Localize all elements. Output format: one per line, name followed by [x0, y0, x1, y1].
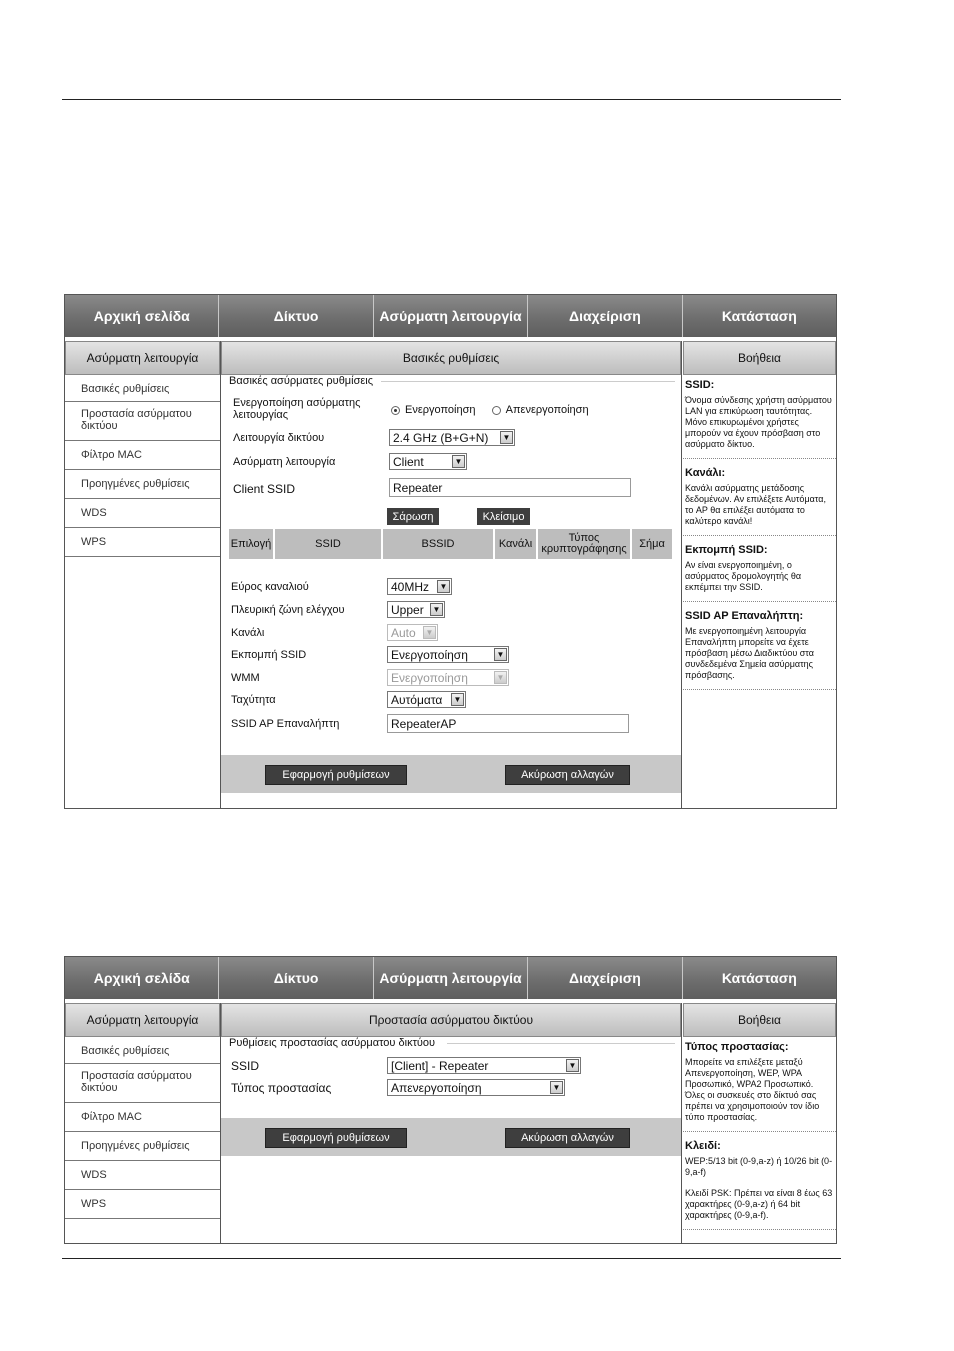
help-body: Με ενεργοποιημένη λειτουργία Επαναλήπτη μπορείτε να έχετε πρόσβαση μέσω Διαδικτύου στα συνδεδεμένα Σημεία ασύρματης πρόσβασης.: [685, 626, 814, 680]
action-footer: [221, 1118, 681, 1156]
help-body: Αν είναι ενεργοποιημένη, ο ασύρματος δρομολογητής θα εκπέμπει την SSID.: [685, 560, 802, 592]
sidebar-header: Ασύρματη λειτουργία: [65, 1003, 220, 1037]
th-encryption: Τύπος κρυπτογράφησης: [538, 529, 630, 559]
fieldset-border: [381, 381, 675, 382]
client-ssid-label: Client SSID: [233, 482, 296, 496]
channel-select[interactable]: [387, 624, 438, 641]
nav-tab-management[interactable]: Διαχείριση: [528, 295, 682, 337]
security-type-value: Απενεργοποίηση: [391, 1081, 482, 1095]
sidebar-item-wps[interactable]: WPS: [65, 528, 220, 557]
help-title: Κλειδί:: [685, 1140, 721, 1152]
fieldset-border: [447, 1043, 675, 1044]
wmm-select[interactable]: [387, 669, 509, 686]
main-content: [221, 1003, 682, 1243]
cancel-changes-button[interactable]: Ακύρωση αλλαγών: [505, 1128, 630, 1148]
sidebar-header: Ασύρματη λειτουργία: [65, 341, 220, 375]
help-title: Κανάλι:: [685, 467, 726, 479]
main-header: Βασικές ρυθμίσεις: [221, 341, 681, 375]
nav-tab-status[interactable]: Κατάσταση: [721, 970, 797, 986]
speed-value: Αυτόματα: [391, 693, 443, 707]
apply-settings-button[interactable]: Εφαρμογή ρυθμίσεων: [265, 1128, 407, 1148]
th-bssid: BSSID: [383, 529, 493, 559]
router-screen-security: [64, 956, 837, 1244]
help-section: [683, 602, 836, 690]
repeater-ssid-input[interactable]: RepeaterAP: [387, 714, 629, 733]
enable-off-radio[interactable]: [492, 406, 501, 415]
nav-tab-status[interactable]: Κατάσταση: [721, 308, 797, 324]
help-body: Μπορείτε να επιλέξετε μεταξύ Απενεργοποίηση, WEP, WPA Προσωπικό, WPA2 Προσωπικό. Όλες οι συσκευές στο δίκτυό σας πρέπει να χρησιμοποιούν τον ίδιο τύπο προστασίας.: [685, 1057, 820, 1122]
help-panel: [683, 1003, 836, 1243]
sidebar-item-wds[interactable]: WDS: [65, 499, 220, 528]
top-navigation: [65, 295, 836, 337]
enable-on-radio[interactable]: [391, 406, 400, 415]
chevron-down-icon: ▼: [550, 1081, 563, 1094]
sideband-select[interactable]: [387, 601, 445, 618]
ssid-select[interactable]: [387, 1057, 581, 1074]
wmm-label: WMM: [231, 672, 260, 684]
help-section: [683, 1132, 836, 1230]
bandwidth-select[interactable]: [387, 578, 452, 595]
help-body: Κανάλι ασύρματης μετάδοσης δεδομένων. Αν επιλέξετε Αυτόματα, το AP θα επιλέξει αυτόματα το καλύτερο κανάλι!: [685, 483, 826, 526]
sidebar: [65, 341, 221, 808]
ssid-broadcast-label: Εκπομπή SSID: [231, 649, 307, 661]
help-section: [683, 536, 836, 602]
chevron-down-icon: ▼: [500, 431, 513, 444]
action-footer: [221, 755, 681, 793]
sidebar: [65, 1003, 221, 1243]
chevron-down-icon: ▼: [566, 1059, 579, 1072]
nav-tab-home[interactable]: Αρχική σελίδα: [65, 295, 219, 337]
enable-wireless-label: Ενεργοποίηση ασύρματης λειτουργίας: [233, 397, 361, 421]
help-title: SSID AP Επαναλήπτη:: [685, 610, 804, 622]
channel-label: Κανάλι: [231, 627, 265, 639]
fieldset-legend: Βασικές ασύρματες ρυθμίσεις: [229, 375, 374, 387]
router-screen-basic: [64, 294, 837, 809]
wmm-value: Ενεργοποίηση: [391, 671, 468, 685]
th-ssid: SSID: [275, 529, 381, 559]
chevron-down-icon: ▼: [494, 648, 507, 661]
sideband-label: Πλευρική ζώνη ελέγχου: [231, 604, 345, 616]
nav-tab-network[interactable]: Δίκτυο: [219, 295, 373, 337]
help-panel: [683, 341, 836, 808]
sideband-value: Upper: [391, 603, 424, 617]
security-type-label: Τύπος προστασίας: [231, 1081, 332, 1095]
enable-on-label: Ενεργοποίηση: [405, 404, 476, 416]
help-title: SSID:: [685, 379, 715, 391]
help-header: Βοήθεια: [683, 341, 836, 375]
nav-tab-home[interactable]: Αρχική σελίδα: [65, 957, 219, 999]
help-body-extra: Κλειδί PSK: Πρέπει να είναι 8 έως 63 χαρακτήρες (0-9,a-z) ή 64 bit χαρακτήρες (0-9,a-f).: [685, 1188, 833, 1220]
nav-tab-wireless[interactable]: Ασύρματη λειτουργία: [374, 295, 528, 337]
nav-tab-wireless[interactable]: Ασύρματη λειτουργία: [374, 957, 528, 999]
net-mode-label: Λειτουργία δικτύου: [233, 432, 325, 444]
scan-table-header: [229, 529, 674, 559]
main-header: Προστασία ασύρματου δικτύου: [221, 1003, 681, 1037]
help-title: Εκπομπή SSID:: [685, 544, 768, 556]
sidebar-item-wps[interactable]: WPS: [65, 1190, 220, 1219]
bottom-rule: [62, 1258, 841, 1259]
main-content: [221, 341, 682, 808]
enable-radio-group: [391, 404, 589, 416]
help-body: WEP:5/13 bit (0-9,a-z) ή 10/26 bit (0-9,a-f): [685, 1156, 833, 1177]
sidebar-item-advanced[interactable]: Προηγμένες ρυθμίσεις: [65, 1132, 220, 1161]
help-section: [683, 459, 836, 536]
ssid-broadcast-value: Ενεργοποίηση: [391, 648, 468, 662]
ssid-label: SSID: [231, 1059, 260, 1073]
close-button[interactable]: Κλείσιμο: [477, 508, 530, 525]
wireless-mode-label: Ασύρματη λειτουργία: [233, 456, 336, 468]
sidebar-item-security[interactable]: Προστασία ασύρματου δικτύου: [65, 402, 220, 441]
wireless-mode-value: Client: [393, 455, 424, 469]
sidebar-item-advanced[interactable]: Προηγμένες ρυθμίσεις: [65, 470, 220, 499]
net-mode-value: 2.4 GHz (B+G+N): [393, 431, 489, 445]
th-channel: Κανάλι: [495, 529, 536, 559]
ssid-value: [Client] - Repeater: [391, 1059, 489, 1073]
channel-value: Auto: [391, 626, 416, 640]
sidebar-item-mac-filter[interactable]: Φίλτρο MAC: [65, 1103, 220, 1132]
enable-off-label: Απενεργοποίηση: [505, 404, 589, 416]
fieldset-legend: Ρυθμίσεις προστασίας ασύρματου δικτύου: [229, 1037, 436, 1049]
chevron-down-icon: ▼: [437, 580, 450, 593]
repeater-ssid-label: SSID AP Επαναλήπτη: [231, 718, 340, 730]
top-rule: [62, 99, 841, 100]
help-body: Όνομα σύνδεσης χρήστη ασύρματου LAN για επικύρωση ταυτότητας. Μόνο επικυρωμένοι χρήστες μπορούν να έχουν πρόσβαση στο ασύρματο δίκτυο.: [685, 395, 832, 449]
speed-select[interactable]: [387, 691, 466, 708]
client-ssid-input[interactable]: Repeater: [389, 478, 631, 497]
chevron-down-icon: ▼: [451, 693, 464, 706]
cancel-changes-button[interactable]: Ακύρωση αλλαγών: [505, 765, 630, 785]
scan-button[interactable]: Σάρωση: [387, 508, 439, 525]
th-select: Επιλογή: [229, 529, 273, 559]
wireless-mode-select[interactable]: [389, 453, 467, 470]
help-section: [683, 375, 836, 459]
chevron-down-icon: ▼: [423, 626, 436, 639]
sidebar-item-security[interactable]: Προστασία ασύρματου δικτύου: [65, 1064, 220, 1103]
sidebar-item-basic[interactable]: Βασικές ρυθμίσεις: [65, 375, 220, 402]
bandwidth-label: Εύρος καναλιού: [231, 581, 309, 593]
help-section: [683, 1037, 836, 1132]
speed-label: Ταχύτητα: [231, 694, 276, 706]
apply-settings-button[interactable]: Εφαρμογή ρυθμίσεων: [265, 765, 407, 785]
ssid-broadcast-select[interactable]: [387, 646, 509, 663]
sidebar-item-basic[interactable]: Βασικές ρυθμίσεις: [65, 1037, 220, 1064]
top-navigation: [65, 957, 836, 999]
chevron-down-icon: ▼: [430, 603, 443, 616]
net-mode-select[interactable]: [389, 429, 515, 446]
th-signal: Σήμα: [632, 529, 672, 559]
security-type-select[interactable]: [387, 1079, 565, 1096]
chevron-down-icon: ▼: [452, 455, 465, 468]
bandwidth-value: 40MHz: [391, 580, 430, 594]
nav-tab-network[interactable]: Δίκτυο: [219, 957, 373, 999]
sidebar-item-mac-filter[interactable]: Φίλτρο MAC: [65, 441, 220, 470]
chevron-down-icon: ▼: [494, 671, 507, 684]
nav-tab-management[interactable]: Διαχείριση: [528, 957, 682, 999]
sidebar-item-wds[interactable]: WDS: [65, 1161, 220, 1190]
help-title: Τύπος προστασίας:: [685, 1041, 789, 1053]
help-header: Βοήθεια: [683, 1003, 836, 1037]
